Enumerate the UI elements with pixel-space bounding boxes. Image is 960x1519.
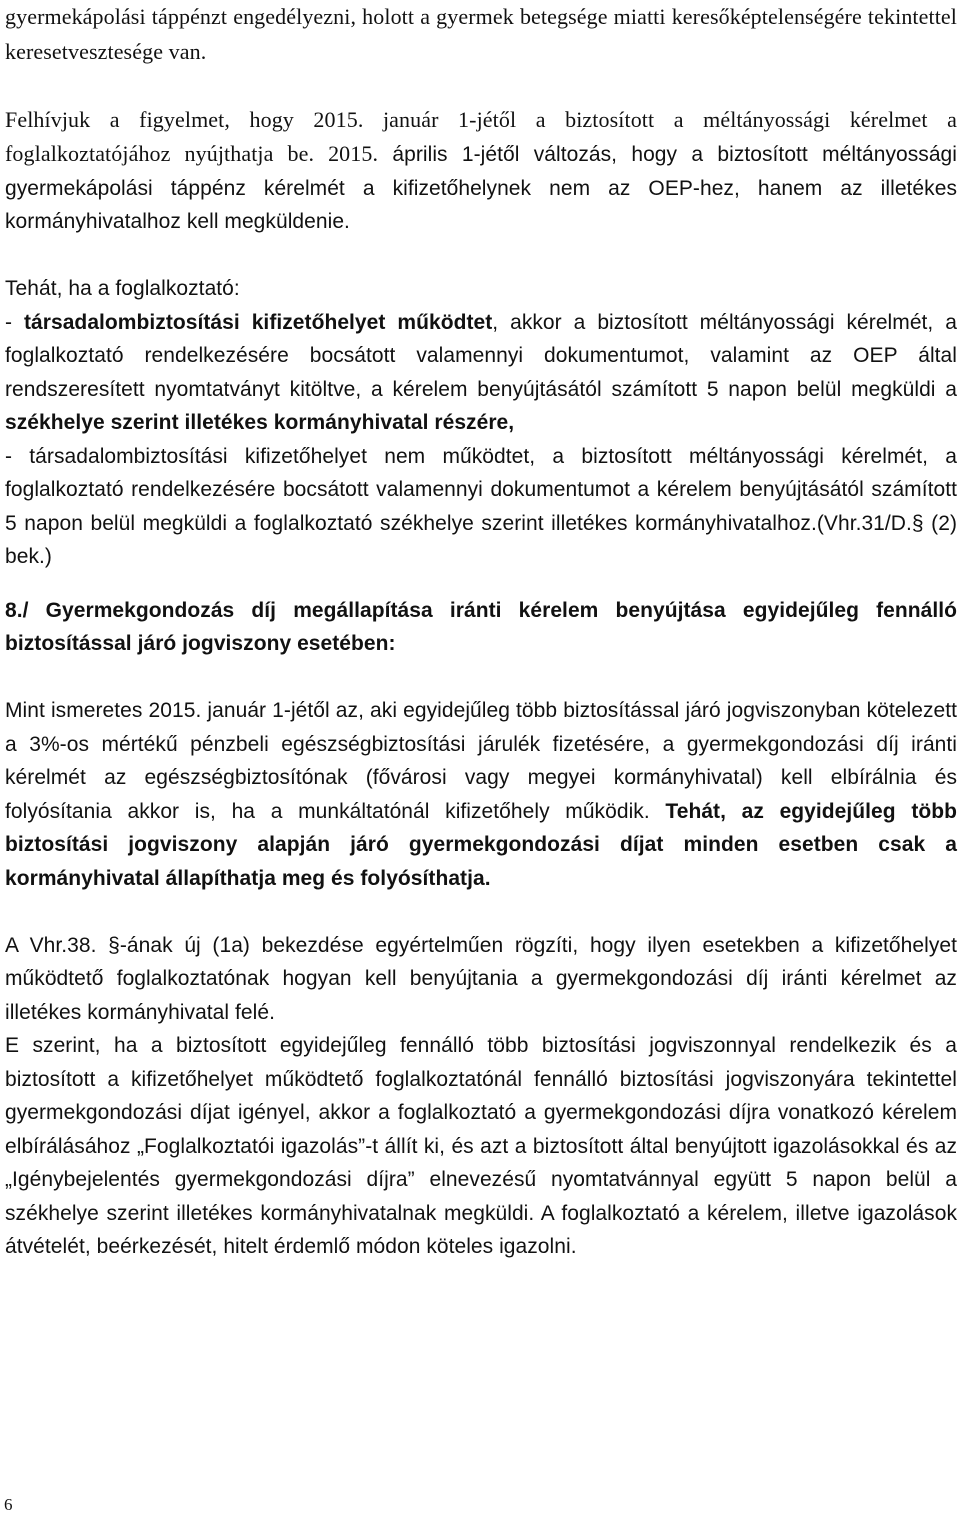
item-1-bold-tail: székhelye szerint illetékes kormányhivatal részére, — [5, 411, 515, 434]
paragraph-4 — [5, 694, 957, 895]
page-number: 6 — [4, 1495, 13, 1514]
section-heading-text: 8./ Gyermekgondozás díj megállapítása iránti kérelem benyújtása egyidejűleg fennálló biztosítással járó jogviszony esetében: — [5, 598, 957, 655]
paragraph-4-text: Mint ismeretes 2015. január 1-jétől az, aki egyidejűleg több biztosítással járó jogviszonyban kötelezett a 3%-os mértékű pénzbeli egészségbiztosítási járulék fizetésére, a gyermekgondozási díj iránti kérelmét az egészségbiztosítónak (fővárosi vagy megyei kormányhivatal) kell elbírálnia és folyósítania akkor is, ha a munkáltatónál kifizetőhely működik. — [5, 699, 957, 823]
paragraph-3-intro — [5, 272, 957, 306]
paragraph-3-item-1 — [5, 306, 957, 440]
paragraph-6 — [5, 1029, 957, 1264]
paragraph-5 — [5, 929, 957, 1030]
paragraph-3-intro-text: Tehát, ha a foglalkoztató: — [5, 277, 240, 300]
document-page — [5, 0, 957, 1264]
item-2-text: - társadalombiztosítási kifizetőhelyet nem működtet, a biztosított méltányossági kérelmét, a foglalkoztató rendelkezésére bocsátott valamennyi dokumentumot a kérelem benyújtásától számított 5 napon belül megküldi a foglalkoztató székhelye szerint illetékes kormányhivatalhoz.(Vhr.31/D.§ (2) bek.) — [5, 444, 957, 568]
paragraph-2-text: április 1-jétől változás, hogy a biztosított méltányossági gyermekápolási táppénz kérelmét a kifizetőhelynek nem az OEP-hez, hanem az illetékes kormányhivatalhoz kell megküldenie. — [5, 143, 957, 233]
paragraph-2-serif-text: Felhívjuk a figyelmet, hogy 2015. január 1-jétől a biztosított a méltányossági kérelmet a foglalkoztatójához nyújthatja be. 2015. — [5, 106, 957, 166]
paragraph-2 — [5, 103, 957, 239]
item-1-text: , akkor a biztosított méltányossági kérelmét, a foglalkoztató rendelkezésére bocsátott valamennyi dokumentumot, valamint az OEP által rendszeresített nyomtatványt kitöltve, a kérelem benyújtásától számított 5 napon belül megküldi a — [5, 310, 957, 401]
paragraph-1-text: gyermekápolási táppénzt engedélyezni, holott a gyermek betegsége miatti keresőképtelenségére tekintettel keresetvesztesége van. — [5, 4, 957, 64]
paragraph-4-bold: Tehát, az egyidejűleg több biztosítási jogviszony alapján járó gyermekgondozási díjat minden esetben csak a kormányhivatal állapíthatja meg és folyósíthatja. — [5, 799, 957, 890]
item-1-dash: - — [5, 310, 24, 334]
paragraph-6-text: E szerint, ha a biztosított egyidejűleg fennálló több biztosítási jogviszonnyal rendelkezik és a biztosított a kifizetőhelyet működtető foglalkoztatónál fennálló biztosítási jogviszonyára tekintettel gyermekgondozási díjat igényel, akkor a foglalkoztató a gyermekgondozási díjra vonatkozó kérelem elbírálásához „Foglalkoztatói igazolás”-t állít ki, és azt a biztosított által benyújtott igazolásokkal és az „Igénybejelentés gyermekgondozási díjra” elnevezésű nyomtatvánnyal együtt 5 napon belül a székhelye szerint illetékes kormányhivatalnak megküldi. A foglalkoztató a kérelem, illetve igazolások átvételét, beérkezését, hitelt érdemlő módon köteles igazolni. — [5, 1034, 957, 1258]
paragraph-5-text: A Vhr.38. §-ának új (1a) bekezdése egyértelműen rögzíti, hogy ilyen esetekben a kifizetőhelyet működtető foglalkoztatónak hogyan kell benyújtania a gyermekgondozási díj iránti kérelmet az illetékes kormányhivatal felé. — [5, 933, 957, 1024]
paragraph-1 — [5, 0, 957, 69]
section-heading — [5, 594, 957, 661]
paragraph-3-item-2 — [5, 440, 957, 574]
item-1-bold-lead: társadalombiztosítási kifizetőhelyet működtet — [23, 310, 493, 334]
